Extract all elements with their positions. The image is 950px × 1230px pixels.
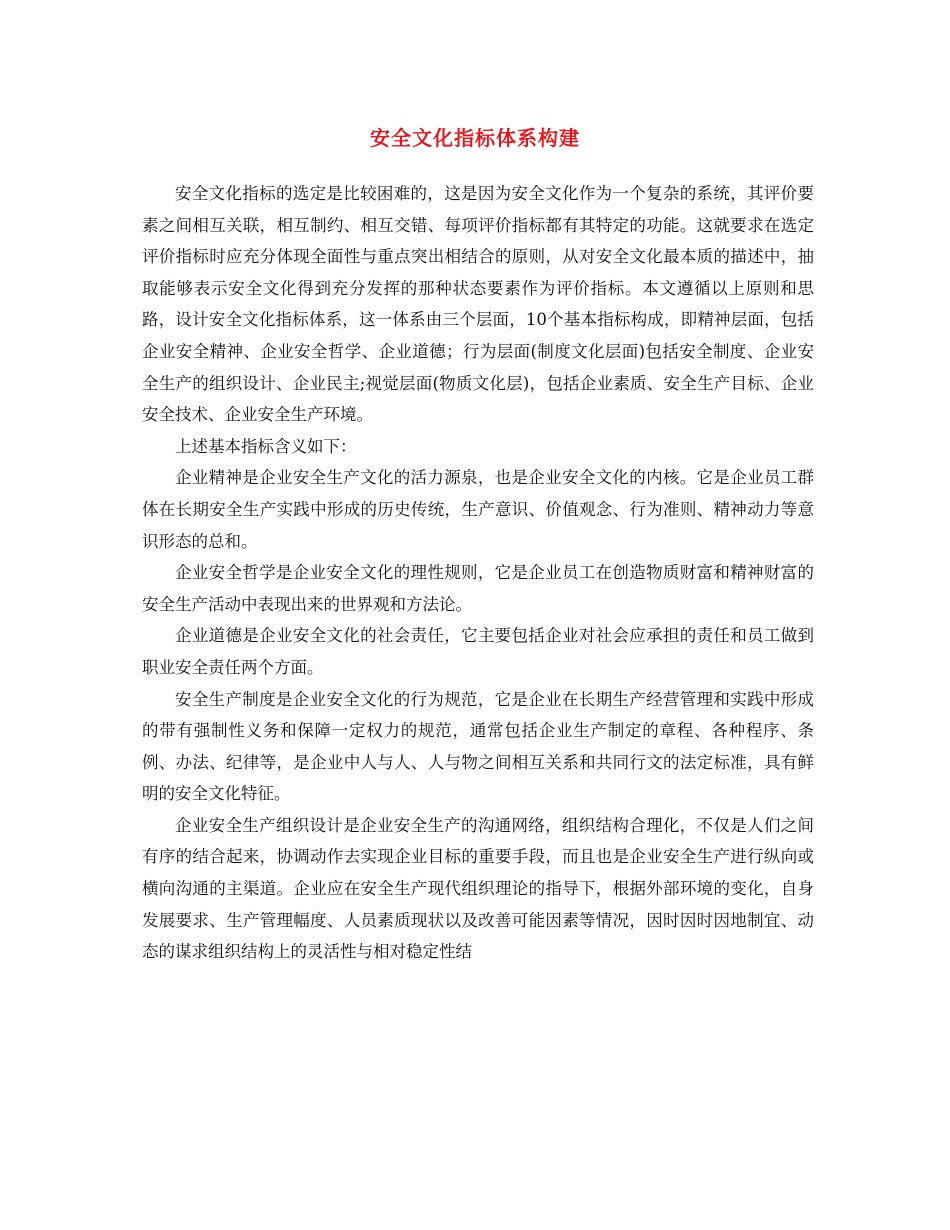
- paragraph-safety-philosophy: 企业安全哲学是企业安全文化的理性规则，它是企业员工在创造物质财富和精神财富的安全生产活动中表现出来的世界观和方法论。: [142, 563, 814, 614]
- paragraph-enterprise-ethics: 企业道德是企业安全文化的社会责任，它主要包括企业对社会应承担的责任和员工做到职业安全责任两个方面。: [142, 626, 814, 677]
- paragraph-organization-design: 企业安全生产组织设计是企业安全生产的沟通网络，组织结构合理化，不仅是人们之间有序的结合起来，协调动作去实现企业目标的重要手段，而且也是企业安全生产进行纵向或横向沟通的主渠道。企业应在安全生产现代组织理论的指导下，根据外部环境的变化，自身发展要求、生产管理幅度、人员素质现状以及改善可能因素等情况，因时因时因地制宜、动态的谋求组织结构上的灵活性与相对稳定性结: [142, 815, 814, 962]
- paragraph-safety-system: 安全生产制度是企业安全文化的行为规范，它是企业在长期生产经营管理和实践中形成的带有强制性义务和保障一定权力的规范，通常包括企业生产制定的章程、各种程序、条例、办法、纪律等，是企业中人与人、人与物之间相互关系和共同行文的法定标准，具有鲜明的安全文化特征。: [142, 689, 814, 804]
- document-title: 安全文化指标体系构建: [370, 126, 580, 150]
- document-body: [142, 178, 814, 968]
- paragraph-enterprise-spirit: 企业精神是企业安全生产文化的活力源泉，也是企业安全文化的内核。它是企业员工群体在长期安全生产实践中形成的历史传统，生产意识、价值观念、行为准则、精神动力等意识形态的总和。: [142, 468, 814, 551]
- paragraph-lead-in: 上述基本指标含义如下：: [175, 436, 357, 456]
- paragraph-intro: 安全文化指标的选定是比较困难的，这是因为安全文化作为一个复杂的系统，其评价要素之间相互关联，相互制约、相互交错、每项评价指标都有其特定的功能。这就要求在选定评价指标时应充分体现全面性与重点突出相结合的原则，从对安全文化最本质的描述中，抽取能够表示安全文化得到充分发挥的那种状态要素作为评价指标。本文遵循以上原则和思路，设计安全文化指标体系，这一体系由三个层面，10个基本指标构成，即精神层面，包括企业安全精神、企业安全哲学、企业道德；行为层面(制度文化层面)包括安全制度、企业安全生产的组织设计、企业民主;视觉层面(物质文化层)，包括企业素质、安全生产目标、企业安全技术、企业安全生产环境。: [142, 184, 814, 425]
